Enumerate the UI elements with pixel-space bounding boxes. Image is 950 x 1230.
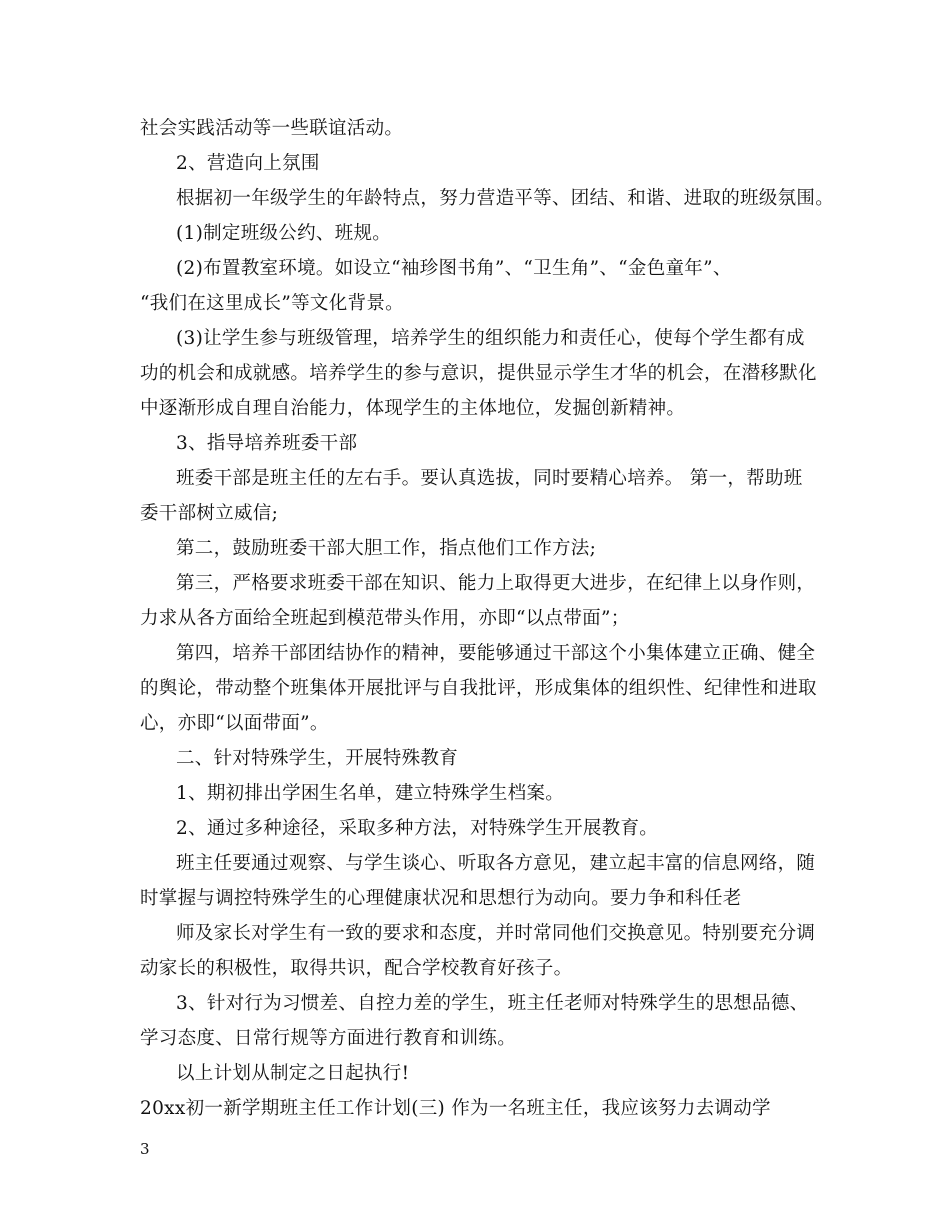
text-line: 功的机会和成就感。培养学生的参与意识，提供显示学生才华的机会，在潜移默化 — [140, 363, 817, 384]
text-line: 20xx初一新学期班主任工作计划(三) 作为一名班主任，我应该努力去调动学 — [140, 1098, 771, 1119]
text-line: 第四，培养干部团结协作的精神，要能够通过干部这个小集体建立正确、健全 — [176, 643, 816, 664]
text-line: 师及家长对学生有一致的要求和态度，并时常同他们交换意见。特别要充分调 — [176, 923, 816, 944]
text-line: 心，亦即“以面带面”。 — [140, 713, 329, 734]
list-item: 2、通过多种途径，采取多种方法，对特殊学生开展教育。 — [176, 818, 659, 839]
section-heading: 3、指导培养班委干部 — [176, 433, 358, 454]
section-heading: 二、针对特殊学生，开展特殊教育 — [176, 748, 459, 769]
section-heading: 2、营造向上氛围 — [176, 153, 320, 174]
list-item: 1、期初排出学困生名单，建立特殊学生档案。 — [176, 783, 565, 804]
text-line: 中逐渐形成自理自治能力，体现学生的主体地位，发掘创新精神。 — [140, 398, 686, 419]
page-number: 3 — [140, 1140, 150, 1158]
text-line: 力求从各方面给全班起到模范带头作用，亦即“以点带面”； — [140, 608, 630, 629]
text-line: 委干部树立威信; — [140, 503, 279, 524]
text-line: 班主任要通过观察、与学生谈心、听取各方意见，建立起丰富的信息网络，随 — [176, 853, 816, 874]
text-line: 学习态度、日常行规等方面进行教育和训练。 — [140, 1028, 517, 1049]
text-line: 时掌握与调控特殊学生的心理健康状况和思想行为动向。要力争和科任老 — [140, 888, 742, 909]
text-line: 班委干部是班主任的左右手。要认真选拔，同时要精心培养。 第一，帮助班 — [176, 468, 803, 489]
text-line: 第三，严格要求班委干部在知识、能力上取得更大进步，在纪律上以身作则， — [176, 573, 816, 594]
list-item: (2)布置教室环境。如设立“袖珍图书角”、“卫生角”、“金色童年”、 — [176, 258, 732, 279]
list-item: (1)制定班级公约、班规。 — [176, 223, 392, 244]
text-line: 以上计划从制定之日起执行! — [176, 1063, 410, 1084]
list-item: (3)让学生参与班级管理，培养学生的组织能力和责任心，使每个学生都有成 — [176, 328, 805, 349]
list-item: 3、针对行为习惯差、自控力差的学生，班主任老师对特殊学生的思想品德、 — [176, 993, 809, 1014]
text-line: 动家长的积极性，取得共识，配合学校教育好孩子。 — [140, 958, 573, 979]
text-line: 社会实践活动等一些联谊活动。 — [140, 118, 404, 139]
text-line: 的舆论，带动整个班集体开展批评与自我批评，形成集体的组织性、纪律性和进取 — [140, 678, 817, 699]
text-line: 第二，鼓励班委干部大胆工作，指点他们工作方法; — [176, 538, 597, 559]
text-line: “我们在这里成长”等文化背景。 — [140, 293, 404, 314]
text-line: 根据初一年级学生的年龄特点，努力营造平等、团结、和谐、进取的班级氛围。 — [176, 188, 835, 209]
